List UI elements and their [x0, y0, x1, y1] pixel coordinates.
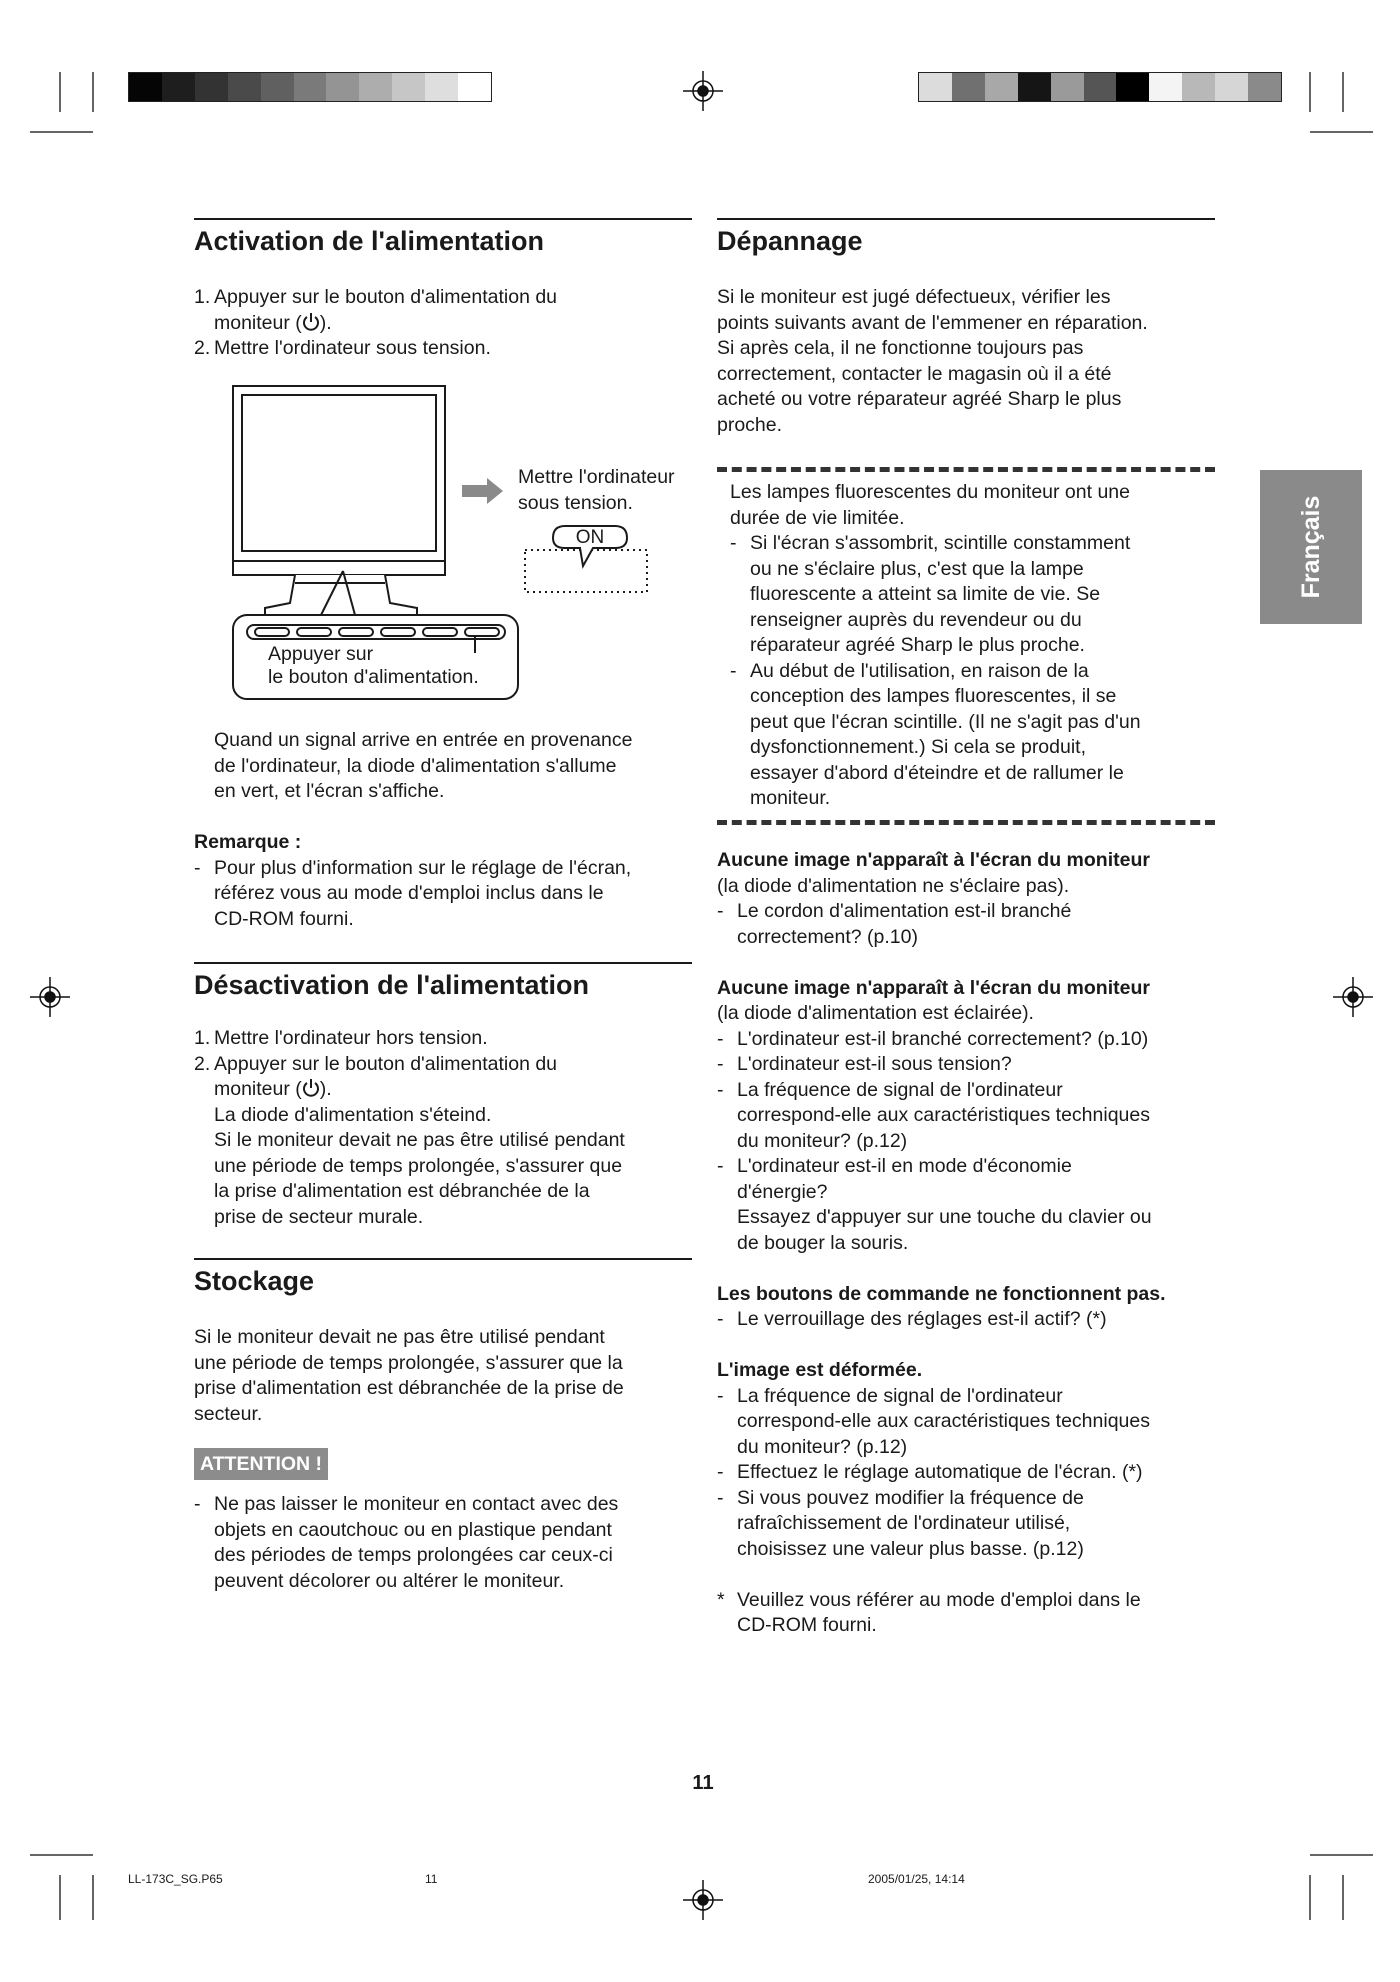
attention-badge: ATTENTION !	[194, 1448, 328, 1480]
section-rule	[194, 962, 692, 964]
figure-label-computer: Mettre l'ordinateur sous tension.	[518, 466, 675, 514]
footnote: * Veuillez vous référer au mode d'emploi dans le	[717, 1588, 1141, 1611]
registration-mark-left	[30, 977, 70, 1017]
storage-title: Stockage	[194, 1266, 315, 1296]
activation-after-figure: Quand un signal arrive en entrée en provenance de l'ordinateur, la diode d'alimentation s'allume en vert, et l'écran s'affiche.	[214, 729, 633, 802]
page-number: 11	[692, 1772, 714, 1794]
troubleshooting-cases: Aucune image n'apparaît à l'écran du moniteur (la diode d'alimentation ne s'éclaire pas). - Le cordon d'alimentation est-il branché correctement? (p.10) Aucune image n'apparaît à l'écran du moniteur (la diode d'alimentation est éclairée). - L'ordinateur est-il branché correctement? (p.10) - L'ordinateur est-il sous tension? - La fréquence de signal de l'ordinateur correspond-elle aux caractéristiques techniques du moniteur? (p.12) - L'ordinateur est-il en mode d'économie d'énergie? Essayez d'appuyer sur une touche du clavier ou de bouger la souris. Les boutons de commande ne fonctionnent pas. - Le verrouillage des réglages est-il actif? (*) L'image est déformée. - La fréquence de signal de l'ordinateur correspond-elle aux caractéristiques techniques du moniteur? (p.12) - Effectuez le réglage automatique de l'écran. (*) - Si vous pouvez modifier la fréquence de rafraîchissement de l'ordinateur utilisé, choisissez une valeur plus basse. (p.12) * Veuillez vous référer au mode d'emploi dans le CD-ROM fourni.	[717, 848, 1217, 1639]
deactivation-title: Désactivation de l'alimentation	[194, 970, 590, 1000]
power-icon	[302, 1078, 320, 1098]
footer-page: 11	[425, 1872, 438, 1886]
dashed-rule-bottom	[717, 820, 1215, 825]
calibration-bar-left	[128, 72, 492, 102]
case-title: Les boutons de commande ne fonctionnent pas.	[717, 1282, 1166, 1305]
activation-steps: 1. Appuyer sur le bouton d'alimentation du moniteur ( ). 2. Mettre l'ordinateur sous tension.	[194, 286, 558, 359]
registration-mark-bottom	[683, 1880, 723, 1920]
deactivation-steps: 1. Mettre l'ordinateur hors tension. 2. Appuyer sur le bouton d'alimentation du moniteur ( ). La diode d'alimentation s'éteind. Si le moniteur devait ne pas être utilisé pendant une période de temps prolongée, s'assurer que la prise d'alimentation est débranchée de la prise de secteur murale.	[194, 1027, 625, 1228]
section-rule	[194, 218, 692, 220]
power-icon	[302, 312, 320, 332]
language-tab	[1260, 470, 1362, 624]
lamp-notice: Les lampes fluorescentes du moniteur ont une durée de vie limitée. - Si l'écran s'assombrit, scintille constamment ou ne s'éclaire plus, c'est que la lampe fluorescente a atteint sa limite de vie. Se renseigner auprès du revendeur ou du réparateur agréé Sharp le plus proche. - Au début de l'utilisation, en raison de la conception des lampes fluorescentes, il se peut que l'écran scintille. (Il ne s'agit pas d'un dysfonctionnement.) Si cela se produit, essayer d'abord d'éteindre et de rallumer le moniteur.	[730, 481, 1141, 809]
figure-label-button: Appuyer sur le bouton d'alimentation.	[268, 643, 479, 688]
activation-title: Activation de l'alimentation	[194, 226, 544, 256]
case-title: Aucune image n'apparaît à l'écran du moniteur	[717, 849, 1150, 871]
footer-timestamp: 2005/01/25, 14:14	[868, 1872, 965, 1886]
attention-list: - Ne pas laisser le moniteur en contact avec des objets en caoutchouc ou en plastique pendant des périodes de temps prolongées car ceux-ci peuvent décolorer ou altérer le moniteur.	[194, 1493, 619, 1592]
storage-text: Si le moniteur devait ne pas être utilisé pendant une période de temps prolongée, s'assurer que la prise d'alimentation est débranchée de la prise de secteur.	[194, 1326, 624, 1425]
registration-mark-top	[683, 71, 723, 111]
remark-block: Remarque : - Pour plus d'information sur le réglage de l'écran, référez vous au mode d'emploi inclus dans le CD-ROM fourni.	[194, 830, 694, 932]
case-title: L'image est déformée.	[717, 1359, 923, 1381]
troubleshooting-title: Dépannage	[717, 226, 863, 256]
footer-file: LL-173C_SG.P65	[128, 1872, 223, 1886]
registration-mark-right	[1333, 977, 1373, 1017]
dashed-rule-top	[717, 467, 1215, 472]
on-label: ON	[575, 527, 605, 548]
section-rule	[717, 218, 1215, 220]
troubleshooting-intro: Si le moniteur est jugé défectueux, vérifier les points suivants avant de l'emmener en réparation. Si après cela, il ne fonctionne toujours pas correctement, contacter le magasin où il a été acheté ou votre réparateur agréé Sharp le plus proche.	[717, 286, 1148, 436]
calibration-bar-right	[918, 72, 1282, 102]
remark-title: Remarque :	[194, 831, 302, 853]
language-tab-label: Français	[1297, 495, 1325, 599]
section-rule	[194, 1258, 692, 1260]
case-title: Aucune image n'apparaît à l'écran du moniteur	[717, 976, 1150, 999]
